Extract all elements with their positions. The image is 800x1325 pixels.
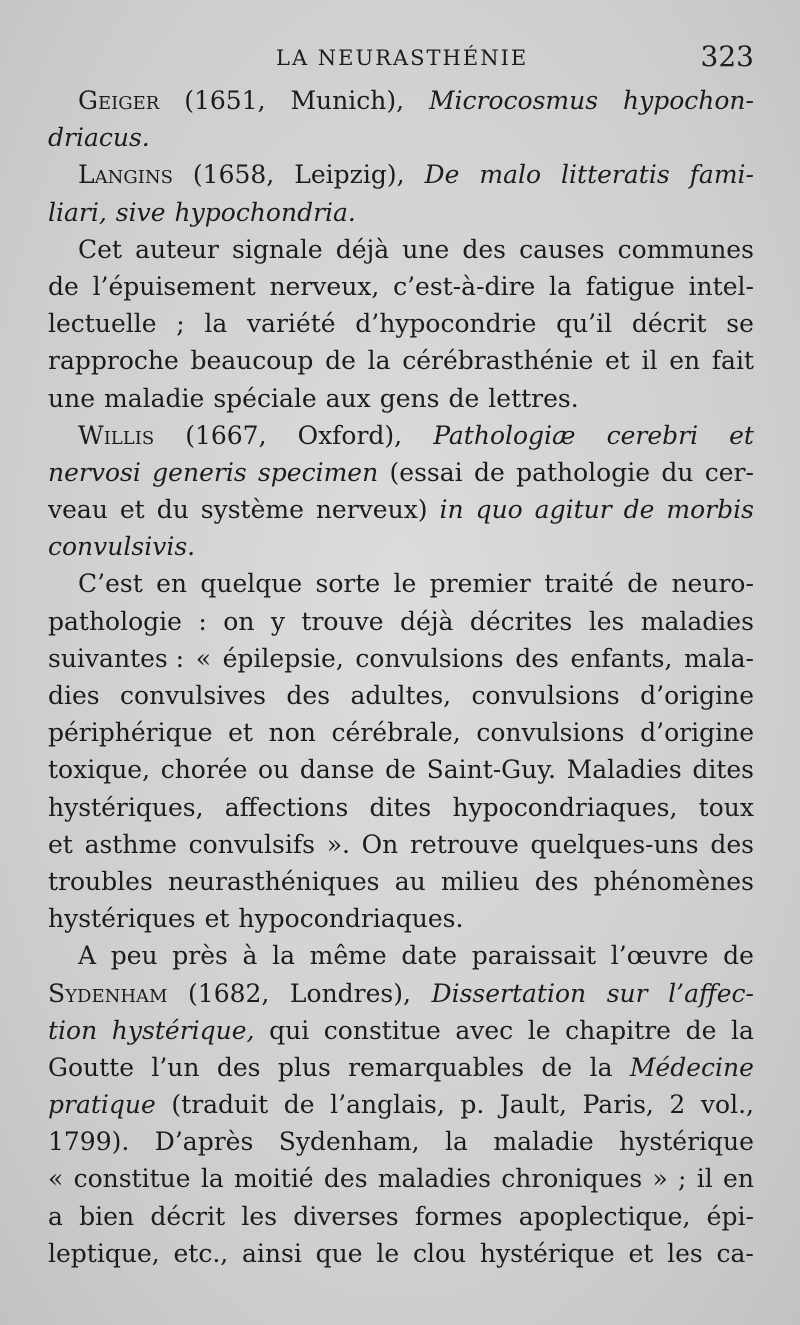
- word: spéciale: [213, 383, 317, 413]
- word: ;: [176, 309, 185, 339]
- word: en: [669, 346, 701, 376]
- word: Dissertation: [431, 978, 587, 1008]
- word: On: [361, 829, 399, 859]
- word: le: [376, 1238, 400, 1268]
- word: du: [156, 495, 189, 525]
- word: les: [667, 1238, 703, 1268]
- word: «: [195, 643, 212, 673]
- word: ca-: [716, 1238, 754, 1268]
- word: convulsifs: [188, 829, 315, 859]
- word: diverses: [293, 1201, 399, 1231]
- word: l’épuisement: [92, 271, 256, 301]
- word: plus: [277, 1052, 331, 1082]
- word: chorée: [160, 755, 248, 785]
- word: une: [402, 234, 450, 264]
- text-line: [48, 718, 754, 755]
- word: de: [541, 1052, 573, 1082]
- word: hypocondriaques.: [238, 904, 464, 934]
- word: Sydenham,: [278, 1127, 420, 1157]
- word: (essai: [389, 457, 463, 487]
- word: etc.,: [173, 1238, 229, 1268]
- text-line: [48, 272, 754, 309]
- word: des: [710, 829, 754, 859]
- word: hystérique,: [111, 1015, 255, 1045]
- text-line: [48, 904, 754, 941]
- word: Oxford),: [297, 420, 403, 450]
- word: peu: [110, 941, 158, 971]
- word: non: [268, 718, 316, 748]
- word: d’origine: [640, 681, 754, 710]
- word: cérébrasthénie: [402, 346, 594, 376]
- word: specimen: [257, 457, 379, 487]
- word: la: [589, 1052, 613, 1082]
- word: leptique,: [48, 1238, 160, 1268]
- text-line: [48, 1127, 754, 1164]
- word: premier: [429, 569, 531, 599]
- word: à: [242, 941, 258, 971]
- word: ainsi: [242, 1238, 302, 1268]
- word: des: [323, 1164, 368, 1194]
- word: gens: [379, 383, 440, 413]
- word: les: [588, 606, 625, 636]
- word: Jault,: [499, 1090, 567, 1120]
- word: sur: [606, 978, 648, 1008]
- word: clou: [412, 1238, 467, 1268]
- word: D’après: [154, 1127, 254, 1157]
- word: hystérique: [479, 1238, 615, 1268]
- word: de: [685, 1015, 717, 1045]
- text-line: [48, 86, 754, 123]
- text-line: [48, 1202, 754, 1239]
- word: du: [661, 457, 694, 487]
- word: nervosi: [48, 457, 141, 487]
- word: neuro-: [671, 569, 754, 599]
- word: des: [286, 681, 331, 710]
- word: convulsives: [120, 681, 266, 710]
- word: formes: [414, 1201, 503, 1231]
- word: déjà: [335, 234, 390, 264]
- word: Pathologiæ: [433, 420, 576, 450]
- word: et: [204, 904, 230, 934]
- word: hypochondria.: [174, 197, 356, 227]
- text-line: [48, 1164, 754, 1201]
- word: hystériques,: [48, 792, 204, 822]
- word: dites: [369, 792, 432, 822]
- word: A: [78, 941, 97, 971]
- word: pathologie: [516, 457, 651, 487]
- word: morbis: [666, 495, 754, 525]
- text-line: [48, 569, 754, 606]
- word: constitue: [323, 1015, 441, 1045]
- word: décrit: [150, 1201, 226, 1231]
- text-line: [48, 941, 754, 978]
- word: décrites: [469, 606, 573, 636]
- word: »: [652, 1164, 668, 1194]
- word: convulsions: [471, 681, 620, 710]
- word: 2: [669, 1090, 686, 1120]
- word: la: [367, 346, 391, 376]
- word: se: [726, 309, 754, 339]
- word: retrouve: [409, 829, 519, 859]
- word: près: [172, 941, 228, 971]
- word: sive: [115, 197, 166, 227]
- word: décrit: [631, 309, 707, 339]
- word: déjà: [399, 606, 454, 636]
- word: des: [515, 643, 559, 673]
- word: c’est-à-dire: [393, 271, 536, 301]
- word: ».: [326, 829, 350, 859]
- word: rapproche: [48, 346, 179, 376]
- word: la: [445, 1127, 468, 1157]
- word: De: [424, 160, 460, 190]
- word: beaucoup: [190, 346, 314, 376]
- word: la: [204, 309, 228, 339]
- word: hystériques: [48, 904, 196, 934]
- word: suivantes :: [48, 643, 185, 673]
- word: chapitre: [565, 1015, 671, 1045]
- word: Paris,: [582, 1090, 654, 1120]
- word: quelques-uns: [530, 829, 699, 859]
- text-line: [48, 1239, 754, 1276]
- word: (1651,: [184, 86, 266, 115]
- word: l’œuvre: [610, 941, 709, 971]
- word: au: [394, 866, 426, 896]
- word: lectuelle: [48, 309, 157, 339]
- word: «: [48, 1164, 64, 1194]
- word: agitur: [534, 495, 612, 525]
- word: causes: [519, 234, 605, 264]
- word: le: [393, 569, 417, 599]
- word: sorte: [315, 569, 381, 599]
- word: enfants,: [570, 643, 673, 673]
- word: pratique: [48, 1090, 156, 1120]
- word: les: [241, 1201, 278, 1231]
- word: hypocondriaques,: [452, 792, 678, 822]
- word: l’affec-: [668, 978, 754, 1008]
- word: d’origine: [640, 718, 754, 748]
- page-number: 323: [700, 40, 754, 73]
- word: generis: [152, 457, 247, 487]
- word: constitue: [73, 1164, 191, 1194]
- word: système: [200, 495, 304, 525]
- word: on: [223, 606, 255, 636]
- text-line: [48, 384, 754, 421]
- word: Maladies: [566, 755, 682, 785]
- word: la: [549, 271, 572, 301]
- word: communes: [617, 234, 754, 264]
- word: Geiger: [78, 86, 160, 115]
- word: Leipzig),: [294, 160, 405, 190]
- text-line: [48, 532, 754, 569]
- word: fatigue: [585, 271, 675, 301]
- text-line: [48, 458, 754, 495]
- word: l’un: [151, 1052, 200, 1082]
- word: et: [48, 829, 73, 859]
- word: pathologie: [48, 606, 182, 636]
- word: malo: [479, 160, 542, 190]
- word: en: [723, 1164, 754, 1194]
- word: paraissait: [471, 941, 597, 971]
- word: vol.,: [700, 1090, 754, 1120]
- word: cer-: [704, 457, 754, 487]
- text-line: [48, 421, 754, 458]
- word: l’anglais,: [330, 1090, 445, 1120]
- word: de: [385, 755, 416, 785]
- word: remarquables: [348, 1052, 525, 1082]
- text-line: [48, 1053, 754, 1090]
- word: hystérique: [619, 1127, 754, 1157]
- word: convulsivis.: [48, 532, 196, 562]
- word: lettres.: [488, 383, 579, 413]
- text-line: [48, 495, 754, 532]
- body-text: [48, 86, 754, 1276]
- word: convulsions: [355, 643, 504, 673]
- word: qu’il: [556, 309, 613, 339]
- word: fami-: [689, 160, 754, 190]
- word: cerebri: [606, 420, 699, 450]
- word: mala-: [684, 643, 754, 673]
- text-line: [48, 309, 754, 346]
- word: il: [696, 1164, 713, 1194]
- word: maladie: [493, 1127, 594, 1157]
- word: danse: [299, 755, 375, 785]
- word: a: [48, 1201, 63, 1231]
- word: hypochon-: [622, 86, 754, 115]
- word: intel-: [688, 271, 754, 301]
- word: des: [462, 234, 507, 264]
- word: driacus.: [48, 123, 150, 153]
- word: :: [198, 606, 207, 636]
- text-line: [48, 979, 754, 1016]
- word: de: [473, 457, 505, 487]
- text-line: [48, 681, 754, 718]
- word: variété: [246, 309, 336, 339]
- word: dites: [692, 755, 754, 785]
- word: affections: [224, 792, 349, 822]
- word: chroniques: [501, 1164, 643, 1194]
- word: de: [448, 383, 480, 413]
- word: maladie: [104, 383, 205, 413]
- word: même: [309, 941, 387, 971]
- word: des: [216, 1052, 261, 1082]
- word: Langins: [78, 160, 173, 190]
- word: et: [628, 1238, 654, 1268]
- word: nerveux,: [269, 271, 380, 301]
- word: dies: [48, 681, 100, 710]
- word: troubles: [48, 866, 153, 896]
- word: asthme: [84, 829, 177, 859]
- text-line: [48, 793, 754, 830]
- word: la: [272, 941, 295, 971]
- word: en: [156, 569, 187, 599]
- text-line: [48, 198, 754, 235]
- word: des: [534, 866, 579, 896]
- word: adultes,: [350, 681, 452, 710]
- word: et: [729, 420, 754, 450]
- text-line: [48, 1090, 754, 1127]
- word: quelque: [200, 569, 303, 599]
- text-line: [48, 830, 754, 867]
- word: de: [623, 495, 655, 525]
- text-line: [48, 755, 754, 792]
- text-line: [48, 160, 754, 197]
- word: veau: [48, 495, 108, 525]
- word: apoplectique,: [518, 1201, 691, 1231]
- word: Saint-Guy.: [426, 755, 557, 785]
- word: et: [119, 495, 145, 525]
- text-line: [48, 123, 754, 160]
- word: phénomènes: [593, 866, 754, 896]
- word: moitié: [234, 1164, 314, 1194]
- word: quo: [475, 495, 523, 525]
- text-line: [48, 346, 754, 383]
- word: toxique,: [48, 755, 151, 785]
- word: maladies: [377, 1164, 491, 1194]
- text-line: [48, 235, 754, 272]
- word: la: [200, 1164, 224, 1194]
- word: 1799).: [48, 1127, 130, 1157]
- word: tion: [48, 1015, 98, 1045]
- word: fait: [711, 346, 754, 376]
- word: litteratis: [561, 160, 670, 190]
- word: toux: [698, 792, 754, 822]
- word: qui: [269, 1015, 310, 1045]
- word: le: [527, 1015, 551, 1045]
- word: ;: [678, 1164, 687, 1194]
- word: épilepsie,: [222, 643, 344, 673]
- word: milieu: [440, 866, 520, 896]
- running-title: LA NEURASTHÉNIE: [276, 46, 529, 70]
- word: Munich),: [290, 86, 405, 115]
- text-line: [48, 867, 754, 904]
- word: maladies: [640, 606, 754, 636]
- word: Goutte: [48, 1052, 135, 1082]
- word: signale: [232, 234, 323, 264]
- word: neurasthéniques: [168, 866, 380, 896]
- word: y: [270, 606, 285, 636]
- word: Médecine: [629, 1052, 754, 1082]
- word: de: [283, 1090, 315, 1120]
- word: nerveux): [315, 495, 428, 525]
- text-line: [48, 644, 754, 681]
- word: il: [641, 346, 658, 376]
- word: auteur: [135, 234, 219, 264]
- word: traité: [544, 569, 614, 599]
- word: date: [401, 941, 458, 971]
- word: de: [48, 271, 79, 301]
- word: de: [723, 941, 754, 971]
- word: C’est: [78, 569, 143, 599]
- word: cérébrale,: [331, 718, 461, 748]
- word: une: [48, 383, 95, 413]
- word: Willis: [78, 420, 155, 450]
- word: Microcosmus: [428, 86, 599, 115]
- word: aux: [325, 383, 371, 413]
- word: p.: [460, 1090, 485, 1120]
- word: (1682,: [188, 978, 270, 1008]
- word: et: [228, 718, 253, 748]
- word: de: [627, 569, 659, 599]
- word: Cet: [78, 234, 122, 264]
- word: (traduit: [171, 1090, 269, 1120]
- word: périphérique: [48, 718, 213, 748]
- text-line: [48, 1016, 754, 1053]
- word: in: [439, 495, 464, 525]
- text-line: [48, 607, 754, 644]
- word: (1658,: [192, 160, 275, 190]
- word: Londres),: [289, 978, 411, 1008]
- page-header: [46, 38, 754, 78]
- word: liari,: [48, 197, 107, 227]
- word: la: [730, 1015, 754, 1045]
- word: (1667,: [185, 420, 267, 450]
- word: convulsions: [476, 718, 625, 748]
- word: trouve: [301, 606, 384, 636]
- word: épi-: [706, 1201, 754, 1231]
- word: et: [604, 346, 630, 376]
- word: d’hypocondrie: [355, 309, 537, 339]
- word: avec: [455, 1015, 514, 1045]
- word: bien: [79, 1201, 135, 1231]
- word: de: [325, 346, 356, 376]
- word: que: [315, 1238, 363, 1268]
- word: ou: [258, 755, 290, 785]
- word: Sydenham: [48, 978, 168, 1008]
